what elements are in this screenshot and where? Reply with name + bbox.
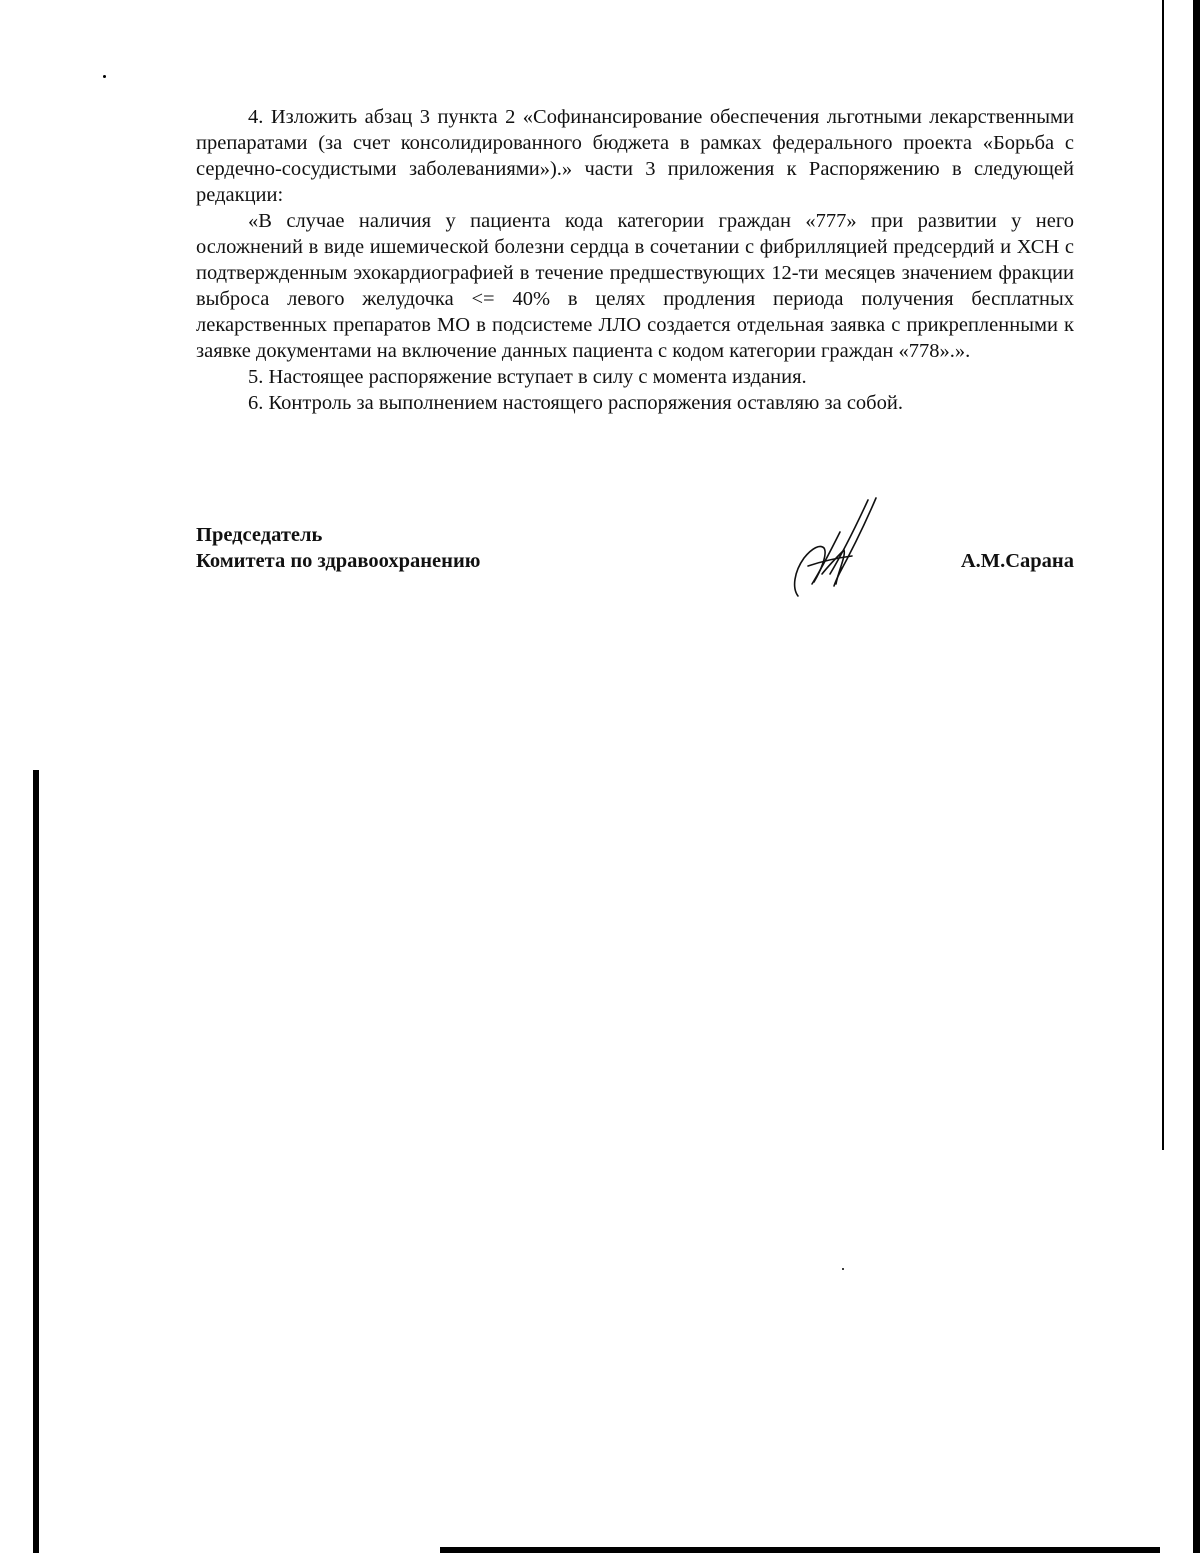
scan-speck xyxy=(842,1268,844,1270)
paragraph-item-4: 4. Изложить абзац 3 пункта 2 «Софинансирование обеспечения льготными лекарственными препаратами (за счет консолидированного бюджета в рамках федерального проекта «Борьба с сердечно-сосудистыми заболеваниями»).» части 3 приложения к Распоряжению в следующей редакции: xyxy=(196,106,1074,206)
signer-name: А.М.Сарана xyxy=(960,550,1074,572)
signer-position xyxy=(196,522,480,574)
signer-title-line2: Комитета по здравоохранению xyxy=(196,550,481,572)
scan-edge-bottom xyxy=(440,1547,1160,1553)
paragraph-item-6: 6. Контроль за выполнением настоящего распоряжения оставляю за собой. xyxy=(248,392,903,414)
scan-edge-right-thin xyxy=(1162,0,1164,1150)
scan-speck xyxy=(103,75,106,78)
signer-title-line1: Председатель xyxy=(196,524,323,546)
scan-edge-right xyxy=(1193,0,1200,1553)
paragraph-item-4-new-text: «В случае наличия у пациента кода категории граждан «777» при развитии у него осложнений в виде ишемической болезни сердца в сочетании с фибрилляцией предсердий и ХСН с подтвержденным эхокардиографией в течение предшествующих 12-ти месяцев значением фракции выброса левого желудочка <= 40% в целях продления периода получения бесплатных лекарственных препаратов МО в подсистеме ЛЛО создается отдельная заявка с прикрепленными к заявке документами на включение данных пациента с кодом категории граждан «778».». xyxy=(196,210,1074,362)
paragraph-item-5: 5. Настоящее распоряжение вступает в силу с момента издания. xyxy=(248,366,807,388)
handwritten-signature xyxy=(786,492,886,602)
document-body xyxy=(196,104,1074,416)
scan-edge-left xyxy=(33,770,39,1553)
